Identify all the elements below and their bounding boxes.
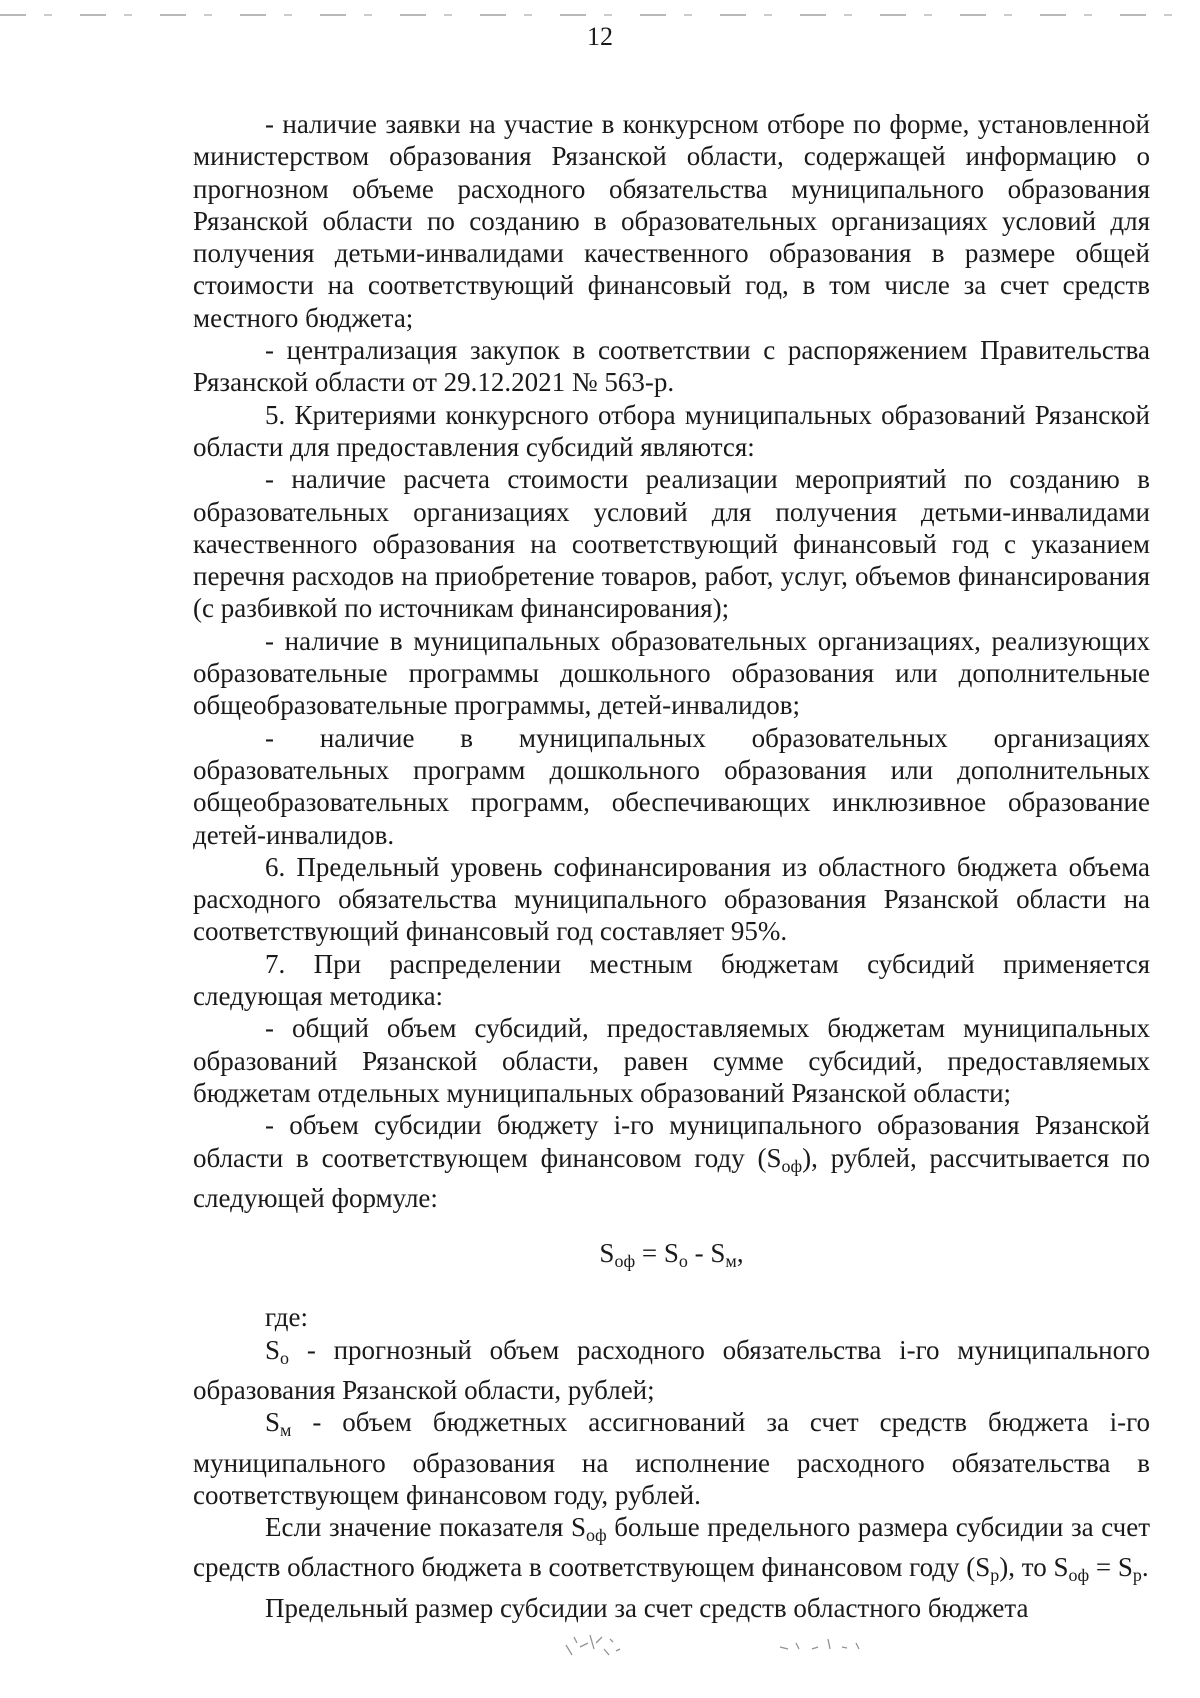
definition-sm bbox=[193, 1406, 1150, 1511]
document-body bbox=[193, 108, 1150, 1624]
formula-symbol: S bbox=[663, 1238, 679, 1269]
text-segment: больше предельного размера субсидии за счет средств областного бюджета в соответствующем финансовом году (S bbox=[193, 1512, 1150, 1583]
subscript: м bbox=[280, 1420, 292, 1441]
text-segment: ), рублей, рассчитывается по следующей формуле: bbox=[193, 1142, 1150, 1213]
definition-so bbox=[193, 1334, 1150, 1407]
formula-symbol: S bbox=[599, 1238, 615, 1269]
text-segment: = S bbox=[1089, 1552, 1133, 1583]
where-label: где: bbox=[265, 1302, 308, 1333]
paragraph-condition bbox=[193, 1511, 1150, 1592]
paragraph: 7. При распределении местным бюджетам субсидий применяется следующая методика: bbox=[193, 948, 1150, 1012]
subscript: м bbox=[725, 1251, 737, 1272]
paragraph: - наличие заявки на участие в конкурсном отборе по форме, установленной министерством образования Рязанской области, содержащей информацию о прогнозном объеме расходного обязательства муниципального образования Рязанской области по созданию в образовательных организациях условий для получения детьми-инвалидами качественного образования в размере общей стоимости на соответствующий финансовый год, в том числе за счет средств местного бюджета; bbox=[193, 109, 1150, 333]
subscript: оф bbox=[585, 1525, 607, 1546]
formula-operator: - bbox=[687, 1238, 711, 1269]
formula-symbol: S bbox=[710, 1238, 726, 1269]
subscript: о bbox=[280, 1347, 290, 1368]
paragraph: - наличие в муниципальных образовательных организациях, реализующих образовательные программы дошкольного образования или дополнительные общеобразовательные программы, детей-инвалидов; bbox=[193, 625, 1150, 721]
subscript: о bbox=[678, 1251, 688, 1272]
scan-artifact-top bbox=[0, 14, 1200, 16]
scan-artifact-bottom bbox=[560, 1625, 920, 1665]
paragraph: 5. Критериями конкурсного отбора муниципальных образований Рязанской области для предоставления субсидий являются: bbox=[193, 399, 1150, 462]
text-segment: ), то S bbox=[999, 1552, 1069, 1583]
paragraph: - наличие в муниципальных образовательных организациях образовательных программ дошкольного образования или дополнительных общеобразовательных программ, обеспечивающих инклюзивное образование детей-инвалидов. bbox=[193, 722, 1150, 850]
subscript: р bbox=[990, 1565, 1000, 1586]
formula-operator: = bbox=[635, 1238, 664, 1269]
formula-punct: , bbox=[736, 1238, 744, 1269]
paragraph: - наличие расчета стоимости реализации мероприятий по созданию в образовательных организациях условий для получения детьми-инвалидами качественного образования на соответствующий финансовый год с указанием перечня расходов на приобретение товаров, работ, услуг, объемов финансирования (с разбивкой по источникам финансирования); bbox=[193, 464, 1150, 624]
subscript: оф bbox=[781, 1155, 803, 1176]
subscript: оф bbox=[1068, 1565, 1090, 1586]
subscript: оф bbox=[614, 1251, 636, 1272]
definition-text: - объем бюджетных ассигнований за счет средств бюджета i-го муниципального образования на исполнение расходного обязательства в соответствующем финансовом году, рублей. bbox=[193, 1407, 1150, 1510]
symbol: S bbox=[265, 1334, 281, 1365]
paragraph: 6. Предельный уровень софинансирования из областного бюджета объема расходного обязательства муниципального образования Рязанской области на соответствующий финансовый год составляет 95%. bbox=[193, 851, 1150, 947]
text-segment: Если значение показателя S bbox=[265, 1512, 586, 1543]
text-segment: . bbox=[1141, 1552, 1149, 1583]
symbol: S bbox=[265, 1407, 281, 1438]
paragraph: - централизация закупок в соответствии с распоряжением Правительства Рязанской области от 29.12.2021 № 563-р. bbox=[193, 335, 1150, 398]
paragraph: Предельный размер субсидии за счет средств областного бюджета bbox=[265, 1592, 1029, 1623]
page-number: 12 bbox=[587, 22, 613, 51]
subscript: р bbox=[1132, 1565, 1142, 1586]
text-segment: - объем субсидии бюджету i-го муниципального образования Рязанской области в соответствующем финансовом году (S bbox=[193, 1110, 1150, 1173]
paragraph-subsidy-volume bbox=[193, 1109, 1150, 1214]
formula bbox=[193, 1237, 1150, 1277]
paragraph: - общий объем субсидий, предоставляемых бюджетам муниципальных образований Рязанской области, равен сумме субсидий, предоставляемых бюджетам отдельных муниципальных образований Рязанской области; bbox=[193, 1013, 1150, 1108]
definition-text: - прогнозный объем расходного обязательства i-го муниципального образования Рязанской области, рублей; bbox=[193, 1334, 1150, 1405]
